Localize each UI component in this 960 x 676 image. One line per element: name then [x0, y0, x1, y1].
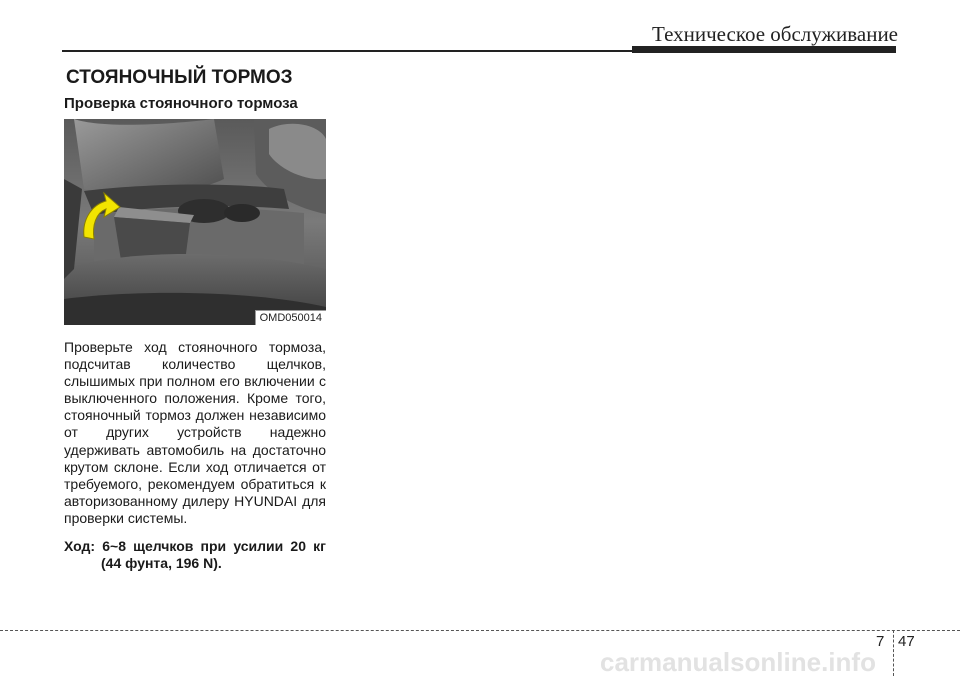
- chapter-number: 7: [876, 633, 885, 650]
- travel-spec-line2: (44 фунта, 196 N).: [101, 555, 222, 572]
- parking-brake-photo: [64, 119, 326, 325]
- travel-spec: [64, 538, 326, 572]
- subsection-title: Проверка стояночного тормоза: [64, 95, 298, 112]
- chapter-title: Техническое обслуживание: [652, 22, 898, 46]
- watermark: carmanualsonline.info: [600, 648, 876, 676]
- footer-rule: [0, 630, 960, 631]
- header-rule-accent: [632, 46, 896, 53]
- page-number: 47: [898, 633, 915, 650]
- body-paragraph: Проверьте ход стояночного тормоза, подсчитав количество щелчков, слышимых при полном его включении с выключенного положения. Кроме того, стояночный тормоз должен независимо от других устройств надежно удерживать автомобиль на достаточно крутом склоне. Если ход отличается от требуемого, рекомендуем обратиться к авторизованному дилеру HYUNDAI для проверки системы.: [64, 339, 326, 526]
- section-title: СТОЯНОЧНЫЙ ТОРМОЗ: [66, 67, 293, 88]
- figure-code: OMD050014: [255, 310, 326, 325]
- travel-spec-line1: Ход: 6~8 щелчков при усилии 20 кг: [64, 538, 326, 554]
- parking-brake-illustration: [64, 119, 326, 325]
